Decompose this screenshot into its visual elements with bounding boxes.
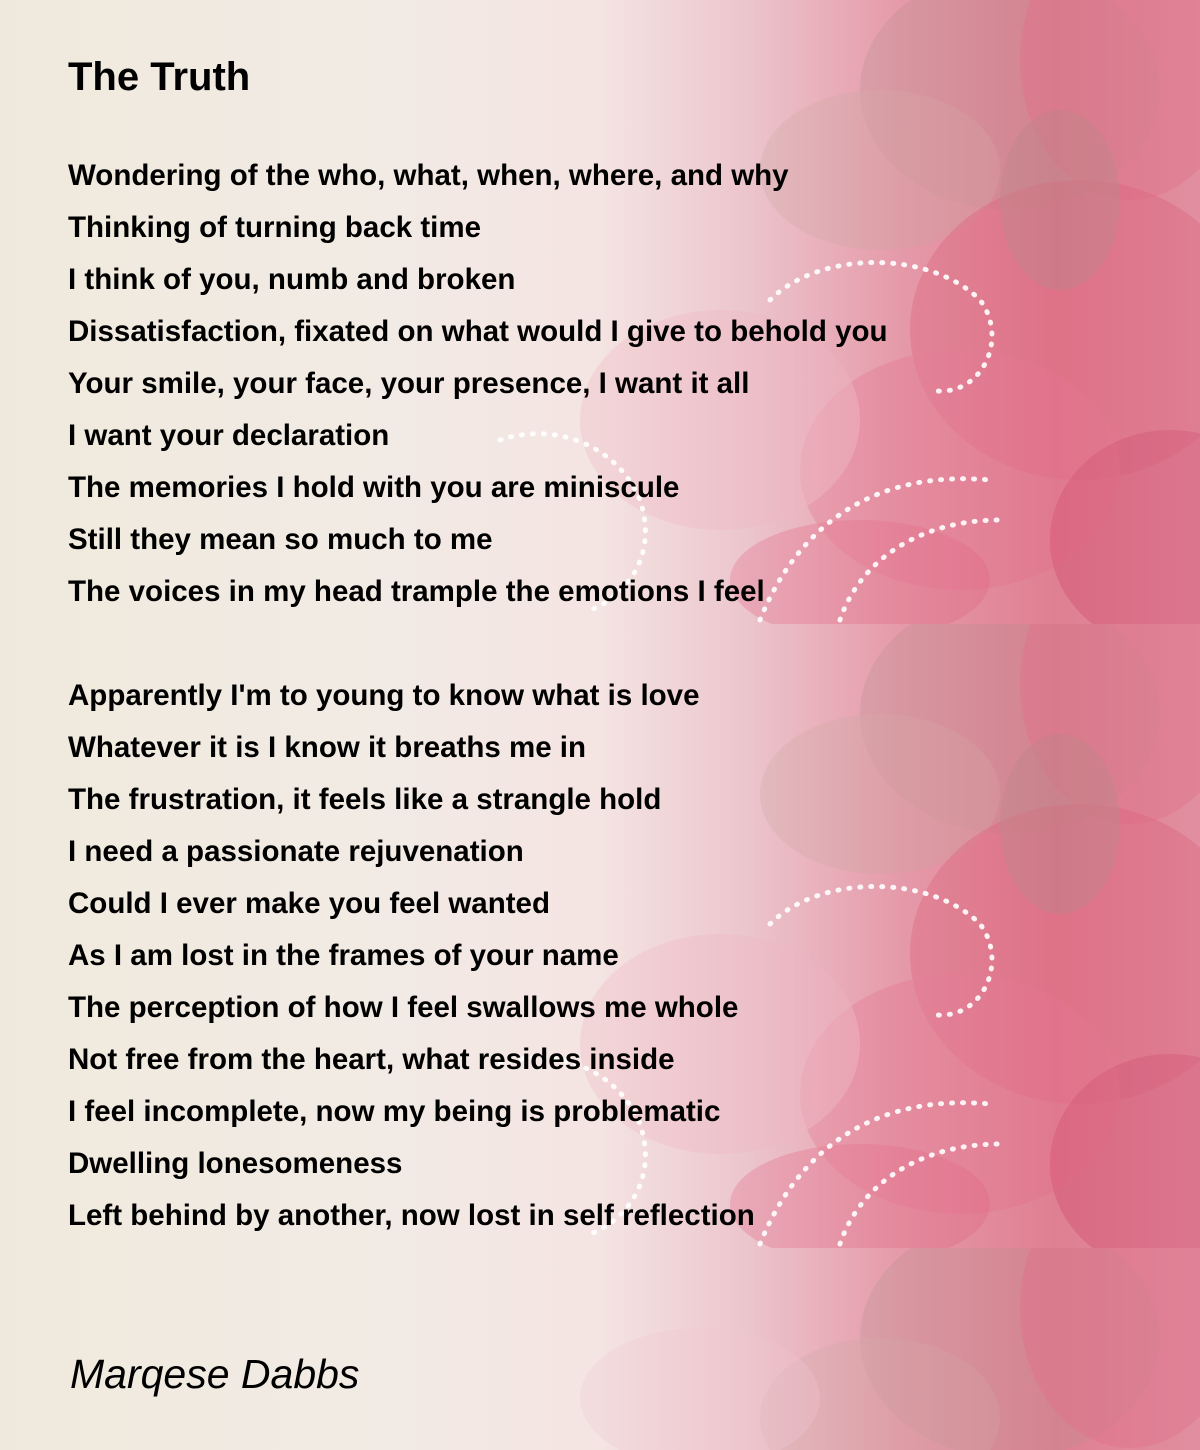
poem-line: The memories I hold with you are miniscule — [68, 471, 680, 504]
poem-line: The frustration, it feels like a strangle hold — [68, 783, 662, 816]
poem-line: I want your declaration — [68, 419, 390, 452]
poem-line: I need a passionate rejuvenation — [68, 835, 524, 868]
poem-line: Thinking of turning back time — [68, 211, 481, 244]
poem-line: Left behind by another, now lost in self reflection — [68, 1199, 755, 1232]
poem-line: The perception of how I feel swallows me whole — [68, 991, 739, 1024]
poem-line: Could I ever make you feel wanted — [68, 887, 550, 920]
poem-line: Not free from the heart, what resides inside — [68, 1043, 675, 1076]
poem-line: I feel incomplete, now my being is problematic — [68, 1095, 721, 1128]
poem-line: As I am lost in the frames of your name — [68, 939, 619, 972]
poem-line: Still they mean so much to me — [68, 523, 493, 556]
poem-stanza-1 — [68, 150, 888, 618]
poem-line: Your smile, your face, your presence, I want it all — [68, 367, 750, 400]
poem-line: Whatever it is I know it breaths me in — [68, 731, 587, 764]
poem-line: The voices in my head trample the emotions I feel — [68, 575, 765, 608]
poem-stanza-2 — [68, 670, 755, 1242]
poem-line: Wondering of the who, what, when, where, and why — [68, 159, 789, 192]
poem-author: Marqese Dabbs — [70, 1351, 360, 1397]
poem-line: Apparently I'm to young to know what is love — [68, 679, 700, 712]
poem-line: Dwelling lonesomeness — [68, 1147, 403, 1180]
poem-line: Dissatisfaction, fixated on what would I give to behold you — [68, 315, 888, 348]
poem-line: I think of you, numb and broken — [68, 263, 516, 296]
poem-title: The Truth — [68, 55, 251, 99]
